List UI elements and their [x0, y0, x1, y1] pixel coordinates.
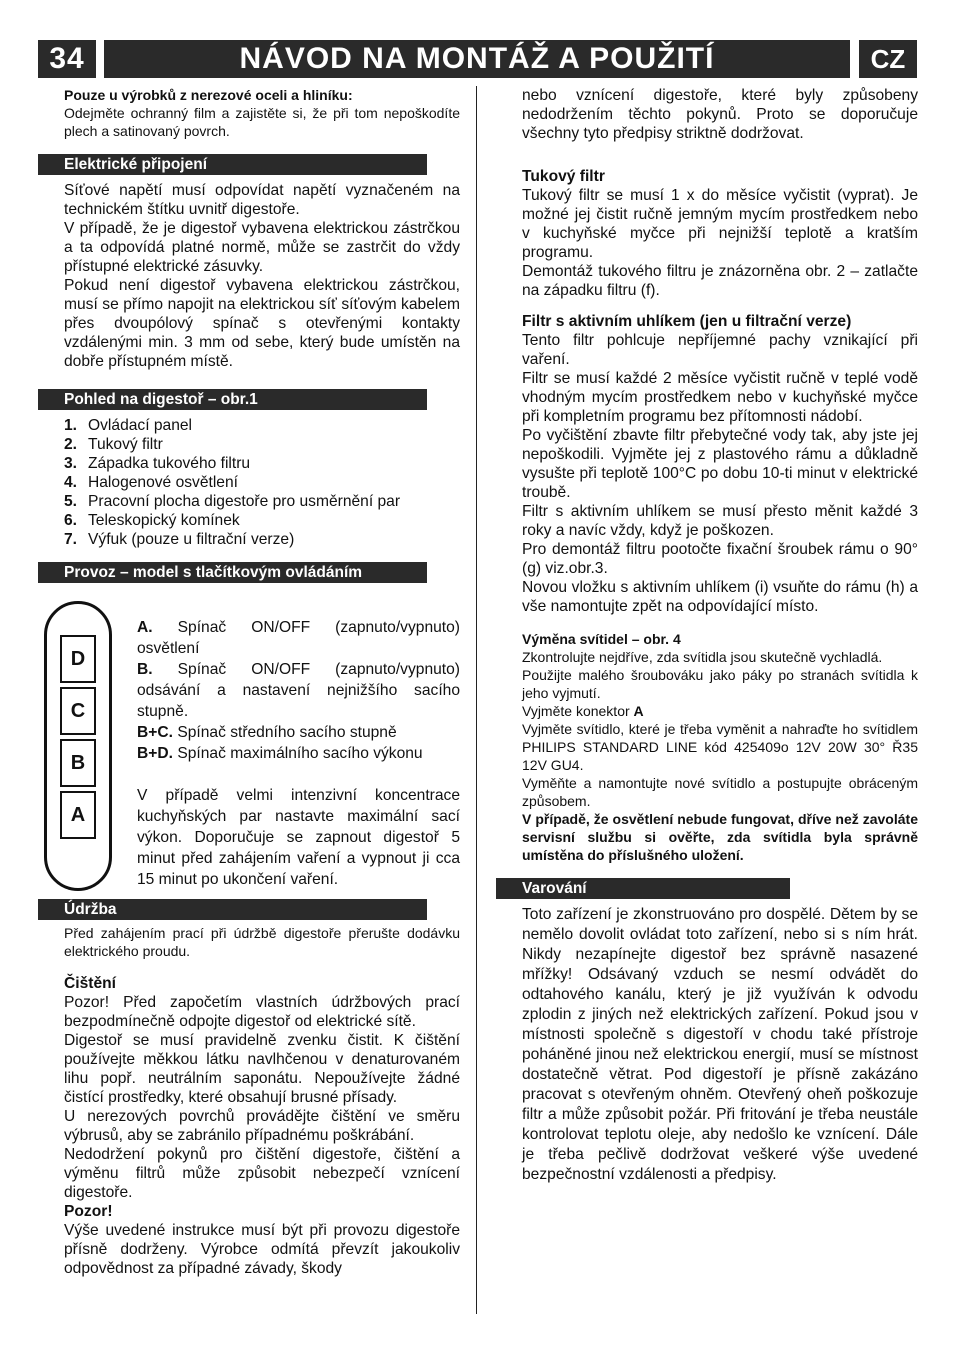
carbon-filter-p4: Filtr s aktivním uhlíkem se musí přesto měnit každé 3 roky a navíc vždy, když je poškozen.: [522, 503, 918, 539]
carbon-filter-p2: Filtr se musí každé 2 měsíce vyčistit ručně v teplé vodě vhodným mycím prostředkem nebo v kuchyňské myčce při kompletním programu bez přítomnosti nádobí.: [522, 370, 918, 425]
maintenance-heading: Údržba: [38, 899, 427, 920]
lamp-p1: Zkontrolujte nejdříve, zda svítidla jsou skutečně vychladlá.: [522, 649, 883, 665]
electrical-p1: Síťové napětí musí odpovídat napětí vyznačeném na technickém štítku uvnitř digestoře.: [64, 182, 460, 218]
operation-heading: Provoz – model s tlačítkovým ovládáním: [38, 562, 427, 583]
button-d: D: [60, 635, 96, 683]
page-number: 34: [38, 40, 96, 78]
button-c: C: [60, 687, 96, 735]
electrical-p3: Pokud není digestoř vybavena elektrickou zástrčkou, musí se přímo napojit na elektrickou síť síťovým kabelem přes dvoupólový spínač s otevřenými kontakty vzdálenými min. 3 mm od sebe, který bude umístěn na dobře přístupném místě.: [64, 277, 460, 370]
cleaning-p2: Digestoř se musí pravidelně zvenku čistit. K čištění používejte měkkou látku navlhčenou v denaturovaném lihu popř. neutrálním saponátu. Nepoužívejte žádné čistící prostředky, které obsahují brusné přísady.: [64, 1032, 460, 1106]
lamp-p3: Vyjměte konektor A: [522, 703, 644, 719]
parts-list: [64, 416, 460, 549]
list-item: 3. Západka tukového filtru: [64, 455, 251, 472]
stainless-title: Pouze u výrobků z nerezové oceli a hliníku:: [64, 87, 353, 103]
operation-note: V případě velmi intenzivní koncentrace kuchyňských par nastavte maximální sací výkon. Doporučuje se zapnout digestoř 5 minut před zahájením vaření a vypnout ji cca 15 minut po ukončení vaření.: [137, 787, 460, 888]
view-heading: Pohled na digestoř – obr.1: [38, 389, 427, 410]
cleaning-p4: Nedodržení pokynů pro čištění digestoře, čištění a výměnu filtrů může způsobit nebezpečí vznícení digestoře.: [64, 1146, 460, 1201]
stainless-text: Odejměte ochranný film a zajistěte si, že při tom nepoškodíte plech a satinovaný povrch.: [64, 105, 460, 139]
carbon-filter-p6: Novou vložku s aktivním uhlíkem (i) vsuňte do rámu (h) a vše namontujte zpět na odpovídající místo.: [522, 579, 918, 615]
cleaning-warning-title: Pozor!: [64, 1203, 113, 1220]
column-divider: [476, 86, 477, 1314]
cleaning-p3: U nerezových povrchů provádějte čištění ve směru výbrusů, aby se zabránilo případnému poškrábání.: [64, 1108, 460, 1144]
button-b: B: [60, 739, 96, 787]
list-item: 6. Teleskopický komínek: [64, 512, 240, 529]
grease-filter-p2: Demontáž tukového filtru je znázorněna obr. 2 – zatlačte na západku filtru (f).: [522, 263, 918, 299]
continuation-text: nebo vznícení digestoře, které byly způsobeny nedodržením těchto pokynů. Proto se doporučuje všechny tyto předpisy striktně dodržovat.: [522, 87, 918, 142]
page-title: NÁVOD NA MONTÁŽ A POUŽITÍ: [104, 40, 850, 78]
language-code: CZ: [859, 40, 917, 78]
list-item: 2. Tukový filtr: [64, 436, 163, 453]
carbon-filter-p3: Po vyčištění zbavte filtr přebytečné vody tak, aby jste jej nepoškodili. Vyjměte jej z plastového rámu a důkladně vysušte při teplotě 100°C po dobu 10-ti minut v elektrické troubě.: [522, 427, 918, 501]
maintenance-text: Před zahájením prací při údržbě digestoře přerušte dodávku elektrického proudu.: [64, 925, 460, 959]
operation-b: B. Spínač ON/OFF (zapnuto/vypnuto) odsávání a nastavení nejnižšího sacího stupně.: [137, 661, 460, 720]
electrical-p2: V případě, že je digestoř vybavena elektrickou zástrčkou a ta odpovídá platné normě, může se zastrčit do vždy přístupné elektrické zásuvky.: [64, 220, 460, 275]
list-item: 4. Halogenové osvětlení: [64, 474, 238, 491]
right-column: [522, 86, 918, 1185]
carbon-filter-p5: Pro demontáž filtru pootočte fixační šroubek rámu o 90° (g) viz.obr.3.: [522, 541, 918, 577]
cleaning-p5: Výše uvedené instrukce musí být při provozu digestoře přísně dodrženy. Výrobce odmítá převzít jakoukoliv odpovědnost za případné závady, škody: [64, 1222, 460, 1277]
warning-heading: Varování: [496, 878, 790, 899]
left-column: [64, 86, 460, 1278]
carbon-filter-title: Filtr s aktivním uhlíkem (jen u filtrační verze): [522, 313, 852, 330]
list-item: 7. Výfuk (pouze u filtrační verze): [64, 531, 295, 548]
carbon-filter-p1: Tento filtr pohlcuje nepříjemné pachy vznikající při vaření.: [522, 332, 918, 368]
list-item: 5. Pracovní plocha digestoře pro usměrnění par: [64, 493, 401, 510]
lamp-p5: Vyměňte a namontujte nové svítidlo a postupujte obráceným způsobem.: [522, 775, 918, 809]
lamp-replacement-title: Výměna svítidel – obr. 4: [522, 631, 681, 647]
electrical-heading: Elektrické připojení: [38, 154, 427, 175]
cleaning-title: Čištění: [64, 975, 116, 992]
grease-filter-p1: Tukový filtr se musí 1 x do měsíce vyčistit (vyprat). Je možné jej čistit ručně jemným mycím prostředkem nebo v kuchyňské myčce při nejnižší teplotě a kratším programu.: [522, 187, 918, 261]
button-a: A: [60, 791, 96, 839]
operation-description: [137, 617, 460, 890]
lamp-p4: Vyjměte svítidlo, které je třeba vyměnit a nahraďte ho svítidlem PHILIPS STANDARD LINE kód 425409o 12V 20W 30° Ř35 12V GU4.: [522, 721, 918, 773]
operation-a: A. Spínač ON/OFF (zapnuto/vypnuto) osvětlení: [137, 619, 460, 657]
list-item: 1. Ovládací panel: [64, 417, 193, 434]
lamp-p6: V případě, že osvětlení nebude fungovat, dříve než zavoláte servisní službu si ověřte, zda svítidla byla správně umístěna do příslušného uložení.: [522, 811, 918, 863]
operation-bc: B+C. Spínač středního sacího stupně: [137, 724, 397, 741]
control-panel-figure: [44, 591, 460, 891]
grease-filter-title: Tukový filtr: [522, 168, 605, 185]
cleaning-p1: Pozor! Před započetím vlastních údržbových prací bezpodmínečně odpojte digestoř od elektrické sítě.: [64, 994, 460, 1030]
warning-text: Toto zařízení je zkonstruováno pro dospělé. Dětem by se nemělo dovolit ovládat toto zařízení, nebo si s ním hrát. Nikdy nezapínejte digestoř bez správně nasazené mřížky! Odsávaný vzduch se nesmí odvádět do odtahového kanálu, který je již využíván k odvodu zplodin z jiných než elektrických zařízení. Pokud jsou v místnosti společně s digestoří v chodu také přístroje poháněné jinou než elektrickou energií, musí se místnost dostatečně větrat. Pod digestoří je přísně zakázáno pracovat s otevřeným ohněm. Otevřený oheň poškozuje filtr a může způsobit požár. Při fritování je třeba neustále kontrolovat teplotu oleje, aby nedošlo ke vznícení. Dále je třeba pečlivě dodržovat veškeré výše uvedené bezpečnostní vzdálenosti a předpisy.: [522, 906, 918, 1183]
lamp-p2: Použijte malého šroubováku jako páky po stranách svítidla k jeho vyjmutí.: [522, 667, 918, 701]
operation-bd: B+D. Spínač maximálního sacího výkonu: [137, 745, 423, 762]
